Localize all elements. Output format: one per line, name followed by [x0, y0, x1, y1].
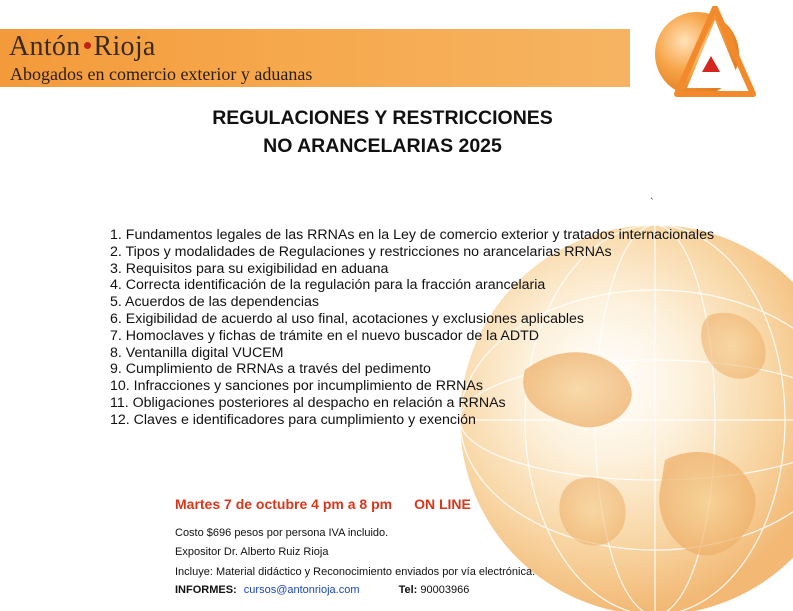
title-line-2: NO ARANCELARIAS 2025 — [263, 135, 502, 157]
logo-icon — [641, 6, 757, 98]
informes-label: INFORMES: — [175, 584, 237, 596]
topic-item: 5. Acuerdos de las dependencias — [110, 294, 320, 311]
topic-item: 6. Exigibilidad de acuerdo al uso final, acotaciones y exclusiones aplicables — [110, 310, 584, 327]
topic-item: 9. Cumplimiento de RRNAs a través del pedimento — [110, 361, 431, 378]
page-title — [130, 104, 635, 160]
topic-item: 8. Ventanilla digital VUCEM — [110, 344, 284, 361]
tel-label: Tel: — [398, 584, 418, 596]
topic-item: 7. Homoclaves y fichas de trámite en el nuevo buscador de la ADTD — [110, 327, 539, 344]
topic-item: 11. Obligaciones posteriores al despacho en relación a RRNAs — [110, 394, 506, 411]
topic-item: 4. Correcta identificación de la regulación para la fracción arancelaria — [110, 277, 546, 294]
title-line-1: REGULACIONES Y RESTRICCIONES — [212, 107, 553, 129]
email-link[interactable]: cursos@antonrioja.com — [243, 584, 360, 596]
stray-mark: ` — [650, 197, 654, 209]
includes-text: Incluye: Material didáctico y Reconocimiento enviados por vía electrónica. — [175, 566, 536, 578]
brand-first: Antón — [9, 31, 81, 62]
topic-list — [110, 227, 714, 429]
topic-item: 12. Claves e identificadores para cumplimiento y exención — [110, 411, 476, 428]
topic-item: 3. Requisitos para su exigibilidad en aduana — [110, 260, 389, 277]
speaker-text: Expositor Dr. Alberto Ruiz Rioja — [175, 546, 329, 558]
cost-text: Costo $696 pesos por persona IVA incluido. — [175, 527, 389, 539]
topic-item: 2. Tipos y modalidades de Regulaciones y restricciones no arancelarias RRNAs — [110, 243, 612, 260]
topic-item: 1. Fundamentos legales de las RRNAs en la Ley de comercio exterior y tratados internacionales — [110, 227, 715, 243]
brand-tagline: Abogados en comercio exterior y aduanas — [10, 64, 313, 84]
tel-number: 90003966 — [420, 584, 470, 596]
topic-item: 10. Infracciones y sanciones por incumplimiento de RRNAs — [110, 378, 483, 395]
brand-name — [9, 31, 156, 63]
event-mode: ON LINE — [414, 496, 471, 512]
contact-line — [175, 584, 469, 596]
brand-second: Rioja — [93, 31, 156, 62]
event-schedule — [175, 496, 471, 512]
brand-dot — [84, 42, 91, 49]
event-date: Martes 7 de octubre 4 pm a 8 pm — [175, 496, 393, 512]
